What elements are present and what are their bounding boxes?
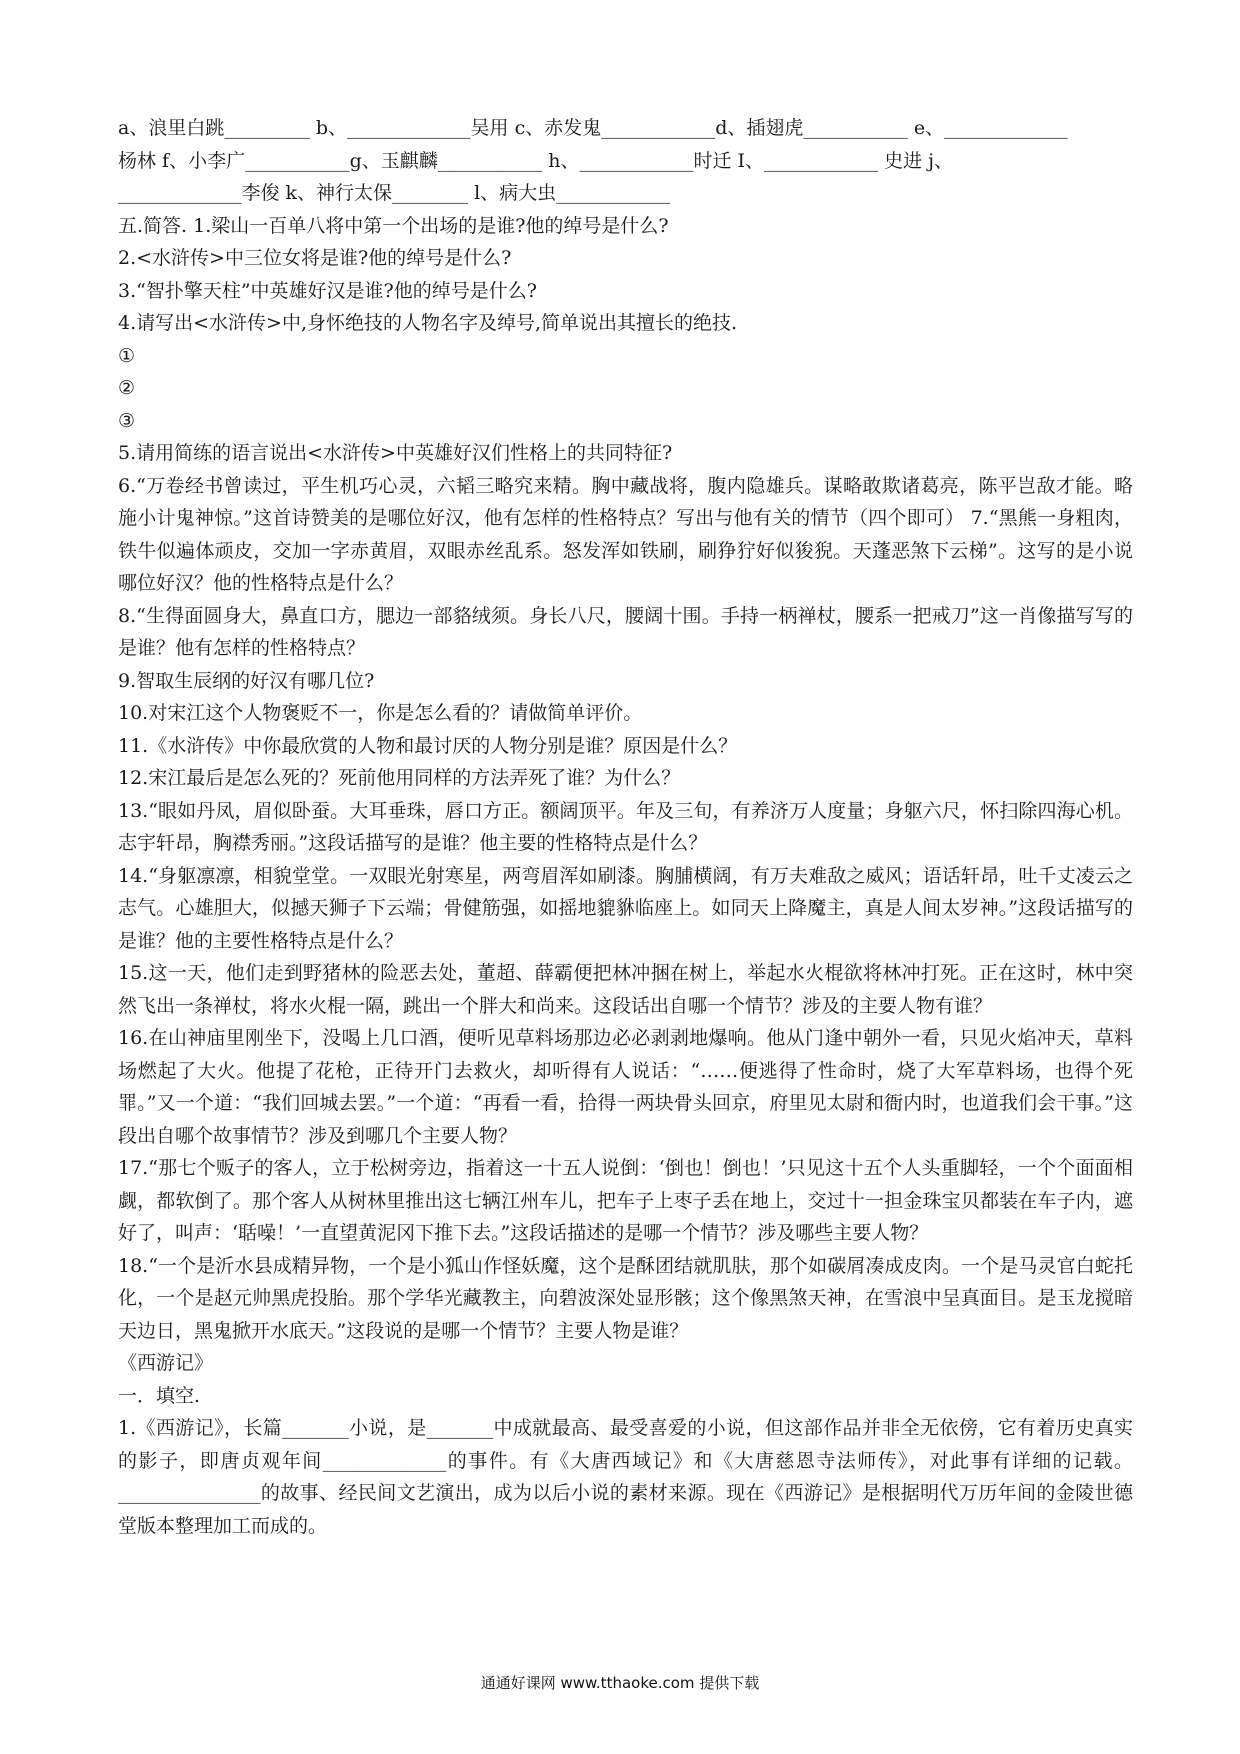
- page-footer: 通通好课网 www.tthaoke.com 提供下载: [480, 1674, 760, 1692]
- question-15: 15.这一天，他们走到野猪林的险恶去处，董超、薛霸便把林冲捆在树上，举起水火棍欲将林冲打死。正在这时，林中突然飞出一条禅杖，将水火棍一隔，跳出一个胖大和尚来。这段话出自哪一个情节？涉及的主要人物有谁？: [118, 962, 1133, 1017]
- question-8: 8.“生得面圆身大，鼻直口方，腮边一部貉绒须。身长八尺，腰阔十围。手持一柄禅杖，腰系一把戒刀”这一肖像描写写的是谁？他有怎样的性格特点？: [118, 604, 1133, 659]
- question-9: 9.智取生辰纲的好汉有哪几位?: [118, 669, 375, 692]
- book-title: 《西游记》: [118, 1352, 214, 1374]
- question-4: 4.请写出<水浒传>中,身怀绝技的人物名字及绰号,简单说出其擅长的绝技.: [118, 312, 738, 334]
- fill-line-1: a、浪里白跳_________ b、_____________吴用 c、赤发鬼____________d、插翅虎___________ e、_____________: [118, 117, 1068, 139]
- answer-blank-3: ③: [118, 409, 136, 432]
- fill-question-1: 1.《西游记》，长篇_______小说，是_______中成就最高、最受喜爱的小说，但这部作品并非全无依傍，它有着历史真实的影子，即唐贞观年间_____________的事件。有《大唐西域记》和《大唐慈恩寺法师传》，对此事有详细的记载。_______________的故事、经民间文艺演出，成为以后小说的素材来源。现在《西游记》是根据明代万历年间的金陵世德堂版本整理加工而成的。: [118, 1417, 1133, 1537]
- question-10: 10.对宋江这个人物褒贬不一，你是怎么看的？请做简单评价。: [118, 702, 643, 724]
- answer-blank-1: ①: [118, 344, 136, 367]
- question-12: 12.宋江最后是怎么死的？死前他用同样的方法弄死了谁？为什么？: [118, 767, 681, 789]
- question-13: 13.“眼如丹凤，眉似卧蚕。大耳垂珠，唇口方正。额阔顶平。年及三旬，有养济万人度量；身躯六尺，怀扫除四海心机。志宇轩昂，胸襟秀丽。”这段话描写的是谁？他主要的性格特点是什么？: [118, 799, 1133, 854]
- question-5: 5.请用简练的语言说出<水浒传>中英雄好汉们性格上的共同特征?: [118, 442, 673, 464]
- question-17: 17.“那七个贩子的客人，立于松树旁边，指着这一十五人说倒：‘倒也！倒也！’只见这十五个人头重脚轻，一个个面面相觑，都软倒了。那个客人从树林里推出这七辆江州车儿，把车子上枣子丢在地上，交过十一担金珠宝贝都装在车子内，遮好了，叫声：‘聒噪！’一直望黄泥冈下推下去。”这段话描述的是哪一个情节？涉及哪些主要人物？: [118, 1157, 1133, 1244]
- fill-line-2: 杨林 f、小李广___________g、玉麒麟___________ h、____________时迁 I、____________ 史进 j、: [118, 149, 954, 172]
- answer-blank-2: ②: [118, 377, 136, 399]
- question-1: 五.简答. 1.梁山一百单八将中第一个出场的是谁?他的绰号是什么?: [118, 214, 669, 237]
- fill-line-3: _____________李俊 k、神行太保________ l、病大虫____________: [118, 182, 671, 204]
- question-16: 16.在山神庙里刚坐下，没喝上几口酒，便听见草料场那边必必剥剥地爆响。他从门逢中朝外一看，只见火焰冲天，草料场燃起了大火。他提了花枪，正待开门去救火，却听得有人说话：“……便逃得了性命时，烧了大军草料场，也得个死罪。”又一个道：“我们回城去罢。”一个道：“再看一看，拾得一两块骨头回京，府里见太尉和衙内时，也道我们会干事。”这段出自哪个故事情节？涉及到哪几个主要人物？: [118, 1027, 1133, 1147]
- question-2: 2.<水浒传>中三位女将是谁?他的绰号是什么?: [118, 247, 512, 269]
- document-body: [118, 112, 1133, 1542]
- question-6-7: 6.“万卷经书曾读过，平生机巧心灵，六韬三略究来精。胸中藏战将，腹内隐雄兵。谋略敢欺诸葛亮，陈平岂敌才能。略施小计鬼神惊。”这首诗赞美的是哪位好汉，他有怎样的性格特点？写出与他有关的情节（四个即可） 7.“黑熊一身粗肉，铁牛似遍体顽皮，交加一字赤黄眉，双眼赤丝乱系。怒发浑如铁刷，刷狰狞好似狻猊。天蓬恶煞下云梯”。这写的是小说哪位好汉？他的性格特点是什么？: [118, 474, 1133, 594]
- question-3: 3.“智扑擎天柱”中英雄好汉是谁?他的绰号是什么?: [118, 279, 537, 302]
- question-18: 18.“一个是沂水县成精异物，一个是小狐山作怪妖魔，这个是酥团结就肌肤，那个如碳屑凑成皮肉。一个是马灵官白蛇托化，一个是赵元帅黑虎投胎。那个学华光藏教主，向碧波深处显形骸；这个像黑煞天神，在雪浪中呈真面目。是玉龙搅暗天边日，黑鬼掀开水底天。”这段说的是哪一个情节？主要人物是谁？: [118, 1254, 1133, 1342]
- section-heading: 一．填空.: [118, 1384, 201, 1407]
- question-11: 11.《水浒传》中你最欣赏的人物和最讨厌的人物分别是谁？原因是什么？: [118, 734, 738, 757]
- question-14: 14.“身躯凛凛，相貌堂堂。一双眼光射寒星，两弯眉浑如刷漆。胸脯横阔，有万夫难敌之威风；语话轩昂，吐千丈凌云之志气。心雄胆大，似撼天狮子下云端；骨健筋强，如摇地貔貅临座上。如同天上降魔主，真是人间太岁神。”这段话描写的是谁？他的主要性格特点是什么？: [118, 864, 1133, 952]
